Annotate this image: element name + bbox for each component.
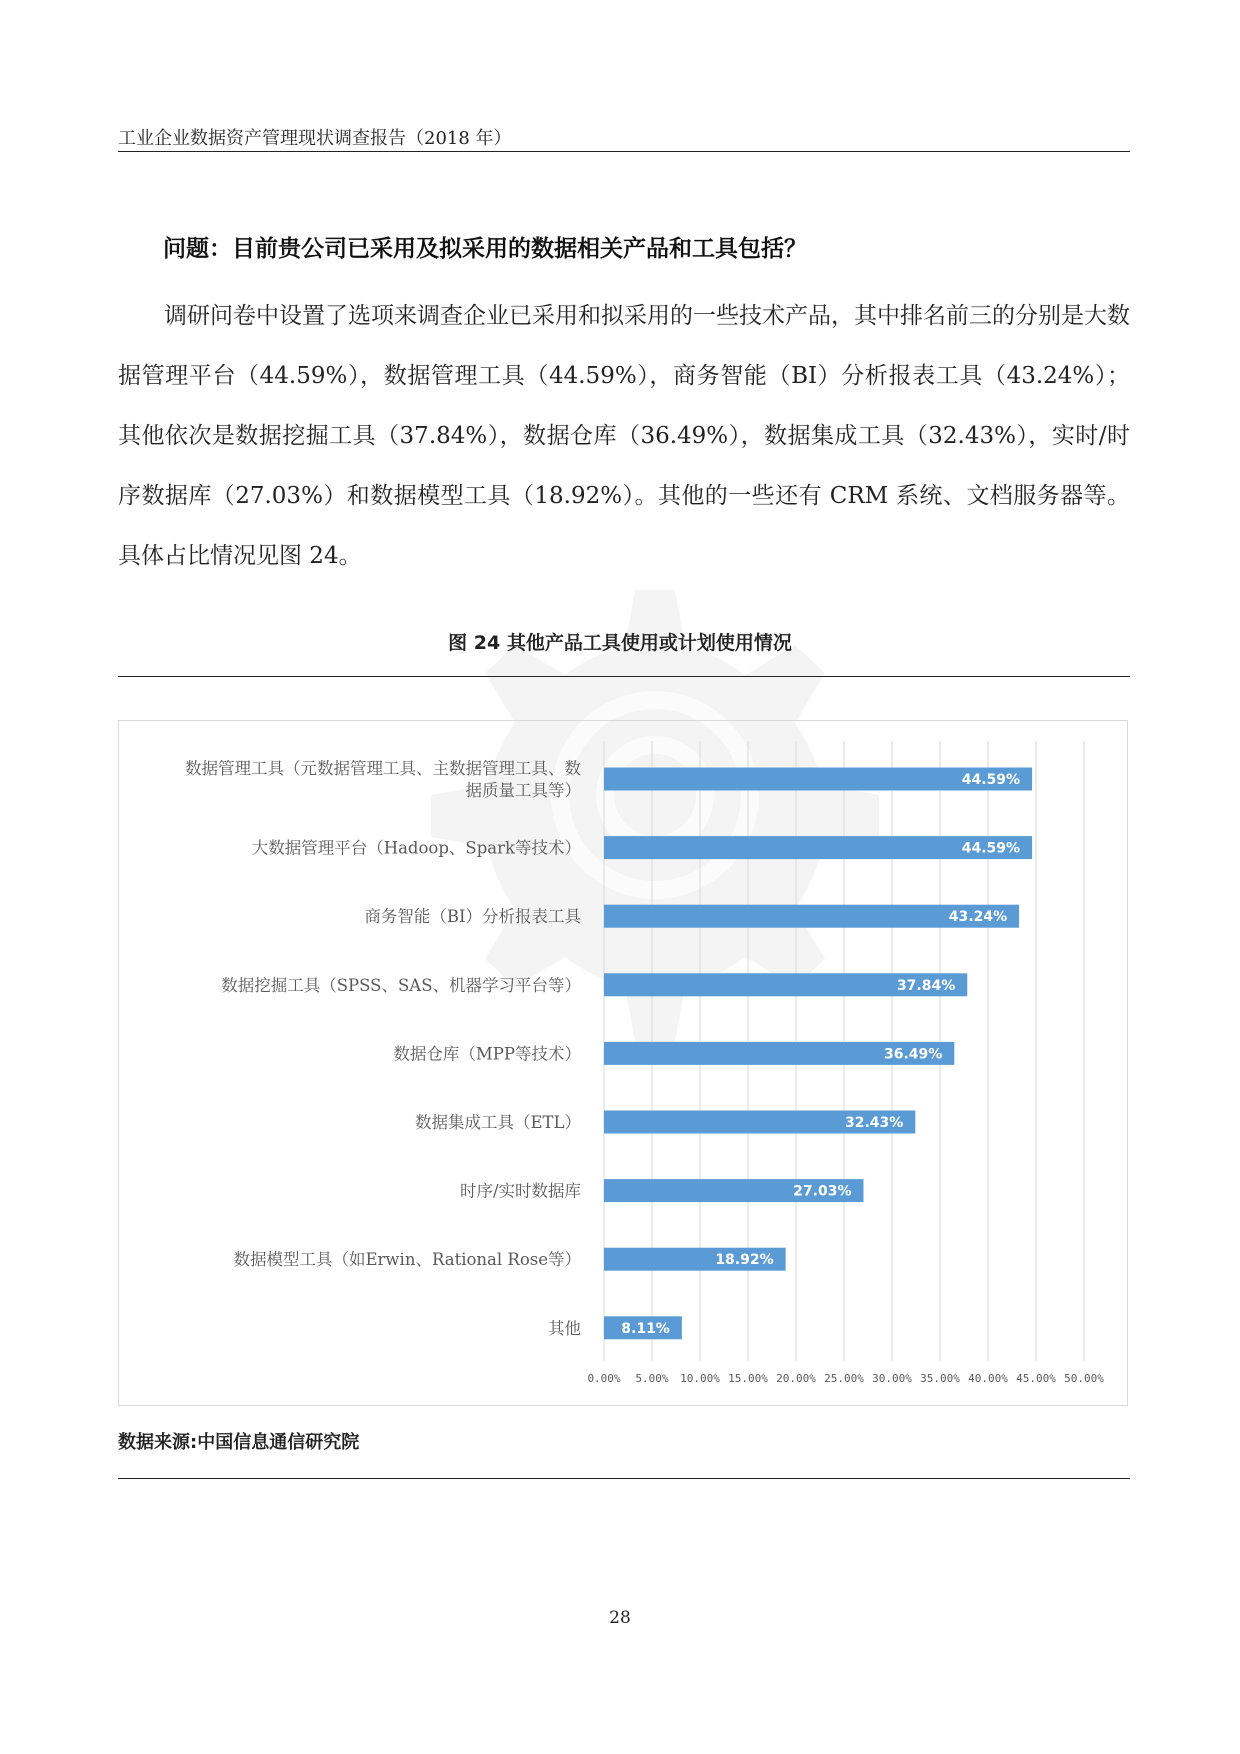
x-tick-label-10: 50.00% [1064, 1372, 1104, 1385]
x-tick-label-8: 40.00% [968, 1372, 1008, 1385]
bar-value-label-1: 44.59% [961, 840, 1021, 857]
body-paragraph: 调研问卷中设置了选项来调查企业已采用和拟采用的一些技术产品，其中排名前三的分别是大数据管理平台（44.59%），数据管理工具（44.59%），商务智能（BI）分析报表工具（43.24%）；其他依次是数据挖掘工具（37.84%），数据仓库（36.49%），数据集成工具（32.43%），实时/时序数据库（27.03%）和数据模型工具（18.92%）。其他的一些还有 CRM 系统、文档服务器等。具体占比情况见图 24。 [118, 303, 1130, 569]
bar-value-label-0: 44.59% [961, 772, 1021, 788]
data-source: 数据来源:中国信息通信研究院 [118, 1432, 360, 1453]
x-tick-label-2: 10.00% [680, 1372, 720, 1385]
x-tick-label-1: 5.00% [635, 1372, 669, 1385]
bar-value-label-3: 37.84% [896, 977, 956, 994]
x-tick-label-7: 35.00% [920, 1372, 960, 1385]
x-tick-label-6: 30.00% [872, 1372, 912, 1385]
bar-value-label-7: 18.92% [715, 1252, 774, 1269]
bar-value-label-5: 32.43% [845, 1115, 904, 1131]
source-rule [118, 1478, 1130, 1479]
category-label-3: 数据挖掘工具（SPSS、SAS、机器学习平台等） [221, 975, 581, 995]
question-heading: 问题：目前贵公司已采用及拟采用的数据相关产品和工具包括？ [163, 236, 807, 262]
x-tick-label-5: 25.00% [824, 1372, 864, 1385]
category-label-8: 其他 [548, 1318, 581, 1338]
figure-caption: 图 24 其他产品工具使用或计划使用情况 [448, 632, 792, 654]
category-label-1: 大数据管理平台（Hadoop、Spark等技术） [251, 838, 581, 858]
category-label-0-line-1: 据质量工具等） [465, 781, 581, 800]
category-label-2: 商务智能（BI）分析报表工具 [364, 907, 581, 927]
running-header: 工业企业数据资产管理现状调查报告（2018 年） [118, 128, 512, 149]
x-tick-label-9: 45.00% [1016, 1372, 1056, 1385]
bar-chart-frame [118, 720, 1128, 1406]
x-tick-label-4: 20.00% [776, 1372, 816, 1385]
category-label-6: 时序/实时数据库 [459, 1181, 581, 1201]
category-label-4: 数据仓库（MPP等技术） [393, 1044, 581, 1064]
bar-value-label-6: 27.03% [793, 1183, 852, 1200]
x-tick-label-3: 15.00% [728, 1372, 768, 1385]
category-label-5: 数据集成工具（ETL） [414, 1113, 581, 1132]
bar-value-label-8: 8.11% [621, 1320, 670, 1337]
bar-value-label-2: 43.24% [948, 909, 1008, 926]
x-tick-label-0: 0.00% [587, 1372, 621, 1385]
bar-value-label-4: 36.49% [883, 1046, 943, 1063]
bar-chart [119, 721, 1127, 1405]
header-rule [118, 151, 1130, 152]
category-label-0-line-0: 数据管理工具（元数据管理工具、主数据管理工具、数 [185, 759, 581, 778]
category-label-7: 数据模型工具（如Erwin、Rational Rose等） [233, 1250, 581, 1270]
page-number: 28 [609, 1608, 631, 1628]
caption-rule [118, 676, 1130, 677]
